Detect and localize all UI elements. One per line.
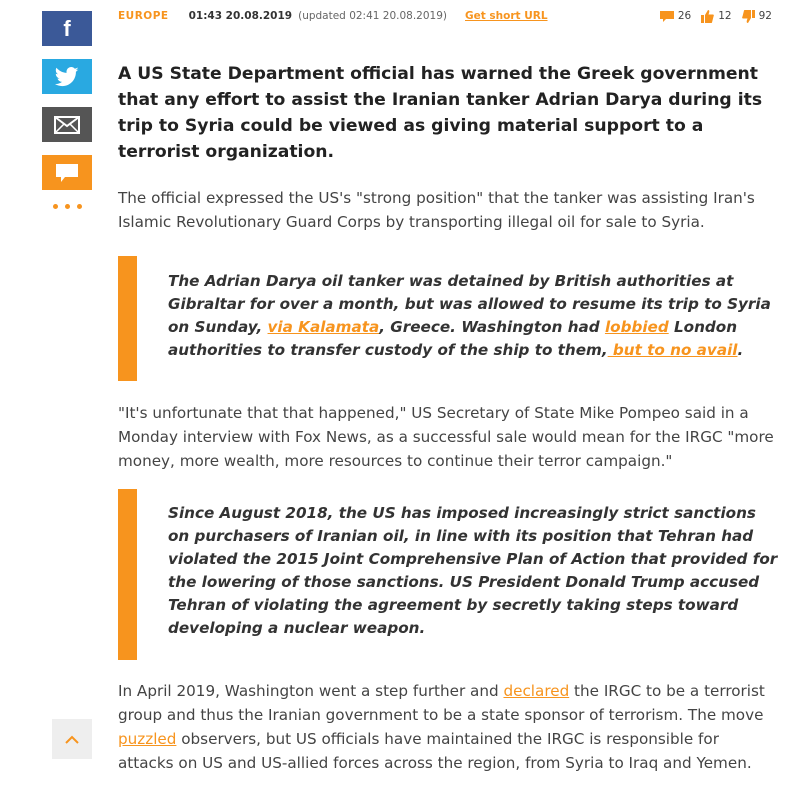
article-paragraph: The official expressed the US's "strong position" that the tanker was assisting Iran's Islamic Revolutionary Guard Corps by transporting illegal oil for sale to Syria. <box>118 189 755 231</box>
twitter-share-button[interactable] <box>42 59 92 94</box>
facebook-icon: f <box>63 15 71 41</box>
article-paragraph: "It's unfortunate that that happened," US Secretary of State Mike Pompeo said in a Monday interview with Fox News, as a successful sale would mean for the IRGC "more money, more wealth, more resources to continue their terror campaign." <box>118 404 774 470</box>
blockquote <box>118 489 778 660</box>
twitter-icon <box>55 67 79 87</box>
no-avail-link[interactable]: but to no avail <box>607 341 738 359</box>
article-paragraph: In April 2019, Washington went a step further and declared the IRGC to be a terrorist group and thus the Iranian government to be a state sponsor of terrorism. The move puzzled observers, but US officials have maintained the IRGC is responsible for attacks on US and US-allied forces across the region, from Syria to Iraq and Yemen. <box>118 682 765 772</box>
puzzled-link[interactable]: puzzled <box>118 730 177 748</box>
quote-text: Since August 2018, the US has imposed increasingly strict sanctions on purchasers of Iranian oil, in line with its position that Tehran had violated the 2015 Joint Comprehensive Plan of Action that provided for the lowering of those sanctions. US President Donald Trump accused Tehran of violating the agreement by secretly taking steps toward developing a nuclear weapon. <box>168 504 778 637</box>
envelope-icon <box>54 116 80 134</box>
comment-count-icon[interactable] <box>660 11 674 22</box>
declared-link[interactable]: declared <box>503 682 570 700</box>
chevron-up-icon <box>65 735 79 744</box>
thumbs-down-icon[interactable] <box>742 10 755 23</box>
via-kalamata-link[interactable]: via Kalamata <box>267 318 380 336</box>
lobbied-link[interactable]: lobbied <box>604 318 669 336</box>
article-stats <box>660 0 778 32</box>
email-share-button[interactable] <box>42 107 92 142</box>
comments-button[interactable] <box>42 155 92 190</box>
short-url-link[interactable]: Get short URL <box>465 10 548 22</box>
more-share-button[interactable] <box>42 204 92 209</box>
comment-icon <box>56 164 78 182</box>
thumbs-up-icon[interactable] <box>701 10 714 23</box>
share-sidebar <box>42 11 92 209</box>
comment-count: 26 <box>677 10 692 22</box>
scroll-to-top-button[interactable] <box>52 719 92 759</box>
article-lead: A US State Department official has warned the Greek government that any effort to assist the Iranian tanker Adrian Darya during its trip to Syria could be viewed as giving material support to a terrorist organization. <box>118 64 763 162</box>
publish-date: 01:43 20.08.2019 <box>188 10 293 22</box>
blockquote <box>118 256 778 381</box>
dislike-count: 92 <box>758 10 772 22</box>
article-meta <box>118 0 778 32</box>
updated-date: (updated 02:41 20.08.2019) <box>298 10 448 22</box>
article <box>118 0 778 775</box>
quote-bar <box>118 489 137 660</box>
facebook-share-button[interactable] <box>42 11 92 46</box>
category-link[interactable]: EUROPE <box>118 10 169 22</box>
ellipsis-icon <box>53 204 58 209</box>
quote-bar <box>118 256 137 381</box>
quote-text: The Adrian Darya oil tanker was detained by British authorities at Gibraltar for over a month, but was allowed to resume its trip to Syria on Sunday, via Kalamata, Greece. Washington had lobbied London authorities to transfer custody of the ship to them, but to no avail. <box>168 272 771 359</box>
like-count: 12 <box>718 10 732 22</box>
